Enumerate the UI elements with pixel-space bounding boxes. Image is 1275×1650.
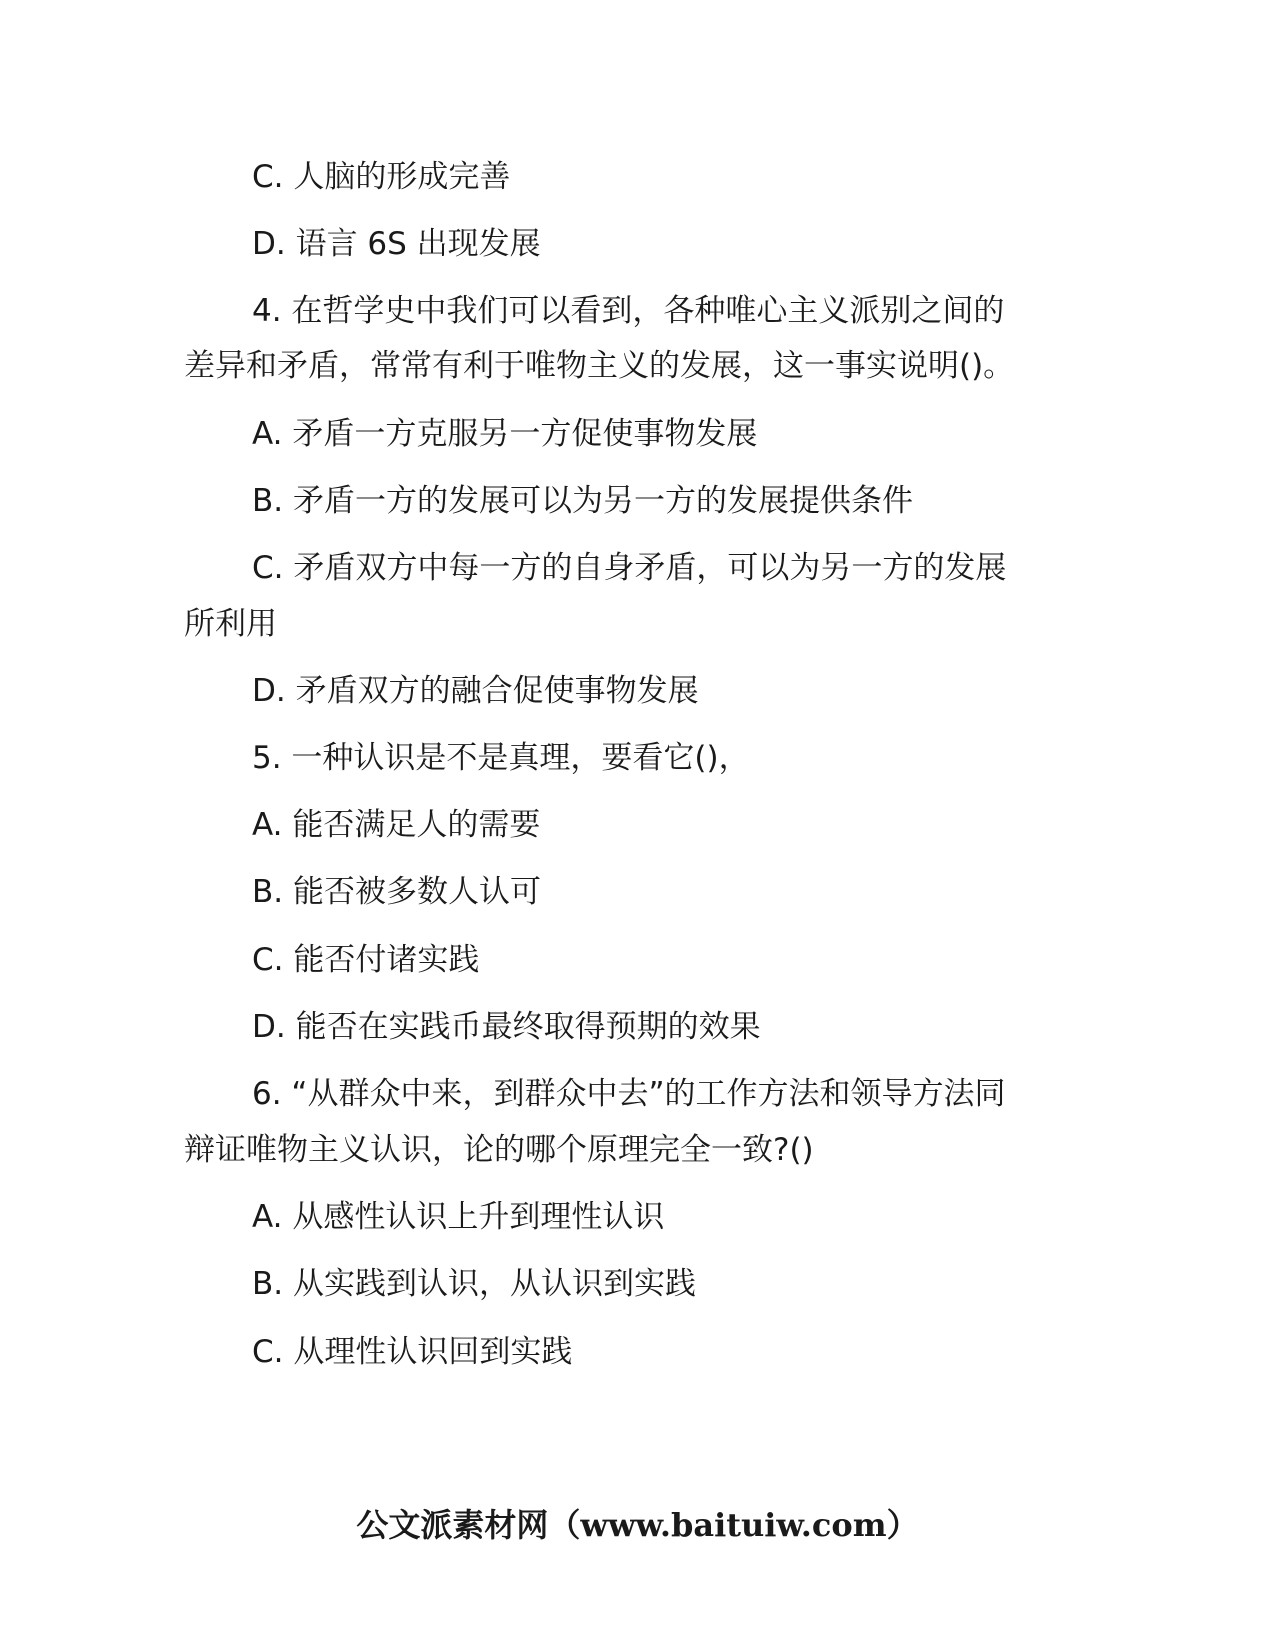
option-c-q5: C. 能否付诸实践 — [252, 942, 480, 978]
option-b-q5: B. 能否被多数人认可 — [252, 874, 541, 910]
option-a-q5: A. 能否满足人的需要 — [252, 807, 541, 843]
option-b-q4: B. 矛盾一方的发展可以为另一方的发展提供条件 — [252, 483, 913, 519]
option-c-q3: C. 人脑的形成完善 — [252, 159, 511, 195]
option-c-q4-line-2: 所利用 — [184, 606, 277, 642]
option-c-q6: C. 从理性认识回到实践 — [252, 1334, 573, 1370]
option-a-q6: A. 从感性认识上升到理性认识 — [252, 1199, 665, 1235]
question-5: 5. 一种认识是不是真理，要看它()， — [252, 740, 750, 776]
question-6-line-1: 6. “从群众中来，到群众中去”的工作方法和领导方法同 — [252, 1076, 1006, 1112]
option-d-q3: D. 语言 6S 出现发展 — [252, 226, 541, 262]
option-a-q4: A. 矛盾一方克服另一方促使事物发展 — [252, 416, 758, 452]
footer-watermark: 公文派素材网（www.baituiw.com） — [356, 1506, 919, 1544]
question-4-line-1: 4. 在哲学史中我们可以看到，各种唯心主义派别之间的 — [252, 293, 1005, 329]
option-b-q6: B. 从实践到认识，从认识到实践 — [252, 1266, 696, 1302]
option-d-q4: D. 矛盾双方的融合促使事物发展 — [252, 673, 699, 709]
question-6-line-2: 辩证唯物主义认识，论的哪个原理完全一致?() — [184, 1132, 814, 1168]
option-d-q5: D. 能否在实践币最终取得预期的效果 — [252, 1009, 761, 1045]
question-4-line-2: 差异和矛盾，常常有利于唯物主义的发展，这一事实说明()。 — [184, 348, 1015, 384]
option-c-q4-line-1: C. 矛盾双方中每一方的自身矛盾，可以为另一方的发展 — [252, 550, 1007, 586]
